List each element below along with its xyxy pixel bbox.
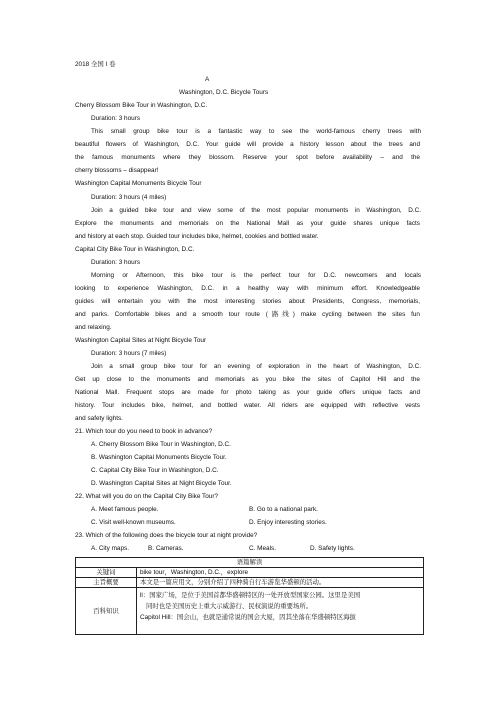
summary-value: 本文是一篇应用文，分别介绍了四种骑自行车游览华盛顿的活动。 (137, 578, 424, 588)
option-21-a: A. Cherry Blossom Bike Tour in Washington, D.C. (91, 441, 231, 448)
tour-text-line: guides will entertain you with the most interesting stories about Presidents, Congress, memorials, (75, 298, 420, 305)
knowledge-line: Capitol Hill：国会山，也就是通常说的国会大厦，因其坐落在华盛顿特区海拔 (140, 614, 356, 621)
tour-text-line: Get up close to the monuments and memorials as you bike the sites of Capitol Hill and the (75, 376, 420, 383)
keywords-label: 关键词 (76, 568, 137, 578)
knowledge-line: ll：国家广场，是位于美国首都华盛顿特区的一处开放型国家公园。这里是美国 (140, 592, 361, 599)
option-23-b: B. Cameras. (148, 545, 184, 552)
tour-text-line: Explore the monuments and memorials on the National Mall as your guide shares unique facts (75, 220, 420, 227)
analysis-table (75, 557, 424, 635)
analysis-title: 语篇解读 (76, 558, 424, 568)
tour-duration: Duration: 3 hours (4 miles) (91, 194, 167, 201)
option-23-a: A. City maps. (91, 545, 129, 552)
tour-text-line: history. Tour includes bike, helmet, and bottled water. All riders are equipped with reflective vests (75, 402, 420, 409)
tour-text-line: Join a guided bike tour and view some of the most popular monuments in Washington, D.C. (91, 207, 421, 214)
option-22-a: A. Meet famous people. (91, 506, 159, 513)
question-22: 22. What will you do on the Capital City Bike Tour? (75, 493, 219, 500)
question-23: 23. Which of the following does the bicycle tour at night provide? (75, 532, 258, 539)
option-22-c: C. Visit well-known museums. (91, 519, 176, 526)
tour-text-line: and safety lights. (75, 415, 123, 422)
tour-duration: Duration: 3 hours (7 miles) (91, 350, 167, 357)
option-23-d: D. Safety lights. (310, 545, 355, 552)
option-21-b: B. Washington Capital Monuments Bicycle Tour. (91, 454, 227, 461)
option-21-c: C. Capital City Bike Tour in Washington, D.C. (91, 467, 219, 474)
tour-text-line: National Mall. Frequent stops are made for photo taking as your guide offers unique facts and (75, 389, 420, 396)
option-21-d: D. Washington Capital Sites at Night Bicycle Tour. (91, 480, 232, 487)
exam-source: 2018 全国 I 卷 (75, 61, 116, 68)
option-22-d: D. Enjoy interesting stories. (249, 519, 327, 526)
tour-text-line: and parks. Comfortable bikes and a smooth tour route (路线) make cycling between the sites fun (75, 311, 420, 318)
tour-text-line: the famous monuments where they blossom. Reserve your spot before availability – and the (75, 154, 420, 161)
tour-text-line: Morning or Afternoon, this bike tour is the perfect tour for D.C. newcomers and locals (91, 272, 421, 279)
tour-text-line: and relaxing. (75, 324, 112, 331)
question-21: 21. Which tour do you need to book in advance? (75, 428, 213, 435)
tour-text-line: This small group bike tour is a fantastic way to see the world-famous cherry trees with (91, 128, 421, 135)
summary-label: 主旨概要 (76, 578, 137, 588)
keywords-value: bike tour，Washington, D.C.，explore (137, 568, 424, 578)
knowledge-line: 同时也是美国历史上重大示威游行、民权演说的重要场所。 (146, 603, 313, 610)
tour-name-capital-monuments: Washington Capital Monuments Bicycle Tour (75, 180, 202, 187)
knowledge-label: 百科知识 (76, 588, 137, 635)
tour-text-line: beautiful flowers of Washington, D.C. Your guide will provide a history lesson about the trees and (75, 141, 420, 148)
tour-text-line: Join a small group bike tour for an evening of exploration in the heart of Washington, D.C. (91, 363, 421, 370)
tour-text-line: looking to experience Washington, D.C. in a healthy way with minimum effort. Knowledgeable (75, 285, 420, 292)
passage-title: Washington, D.C. Bicycle Tours (179, 89, 269, 96)
tour-duration: Duration: 3 hours (91, 115, 141, 122)
tour-name-sites-at-night: Washington Capital Sites at Night Bicycle Tour (75, 337, 207, 344)
option-22-b: B. Go to a national park. (249, 506, 318, 513)
option-23-c: C. Meals. (249, 545, 276, 552)
knowledge-value (137, 588, 424, 635)
tour-duration: Duration: 3 hours (91, 259, 141, 266)
tour-name-capital-city: Capital City Bike Tour in Washington, D.C. (75, 246, 195, 253)
tour-text-line: cherry blossoms – disappear! (75, 167, 159, 174)
tour-name-cherry-blossom: Cherry Blossom Bike Tour in Washington, D.C. (75, 102, 208, 109)
tour-text-line: and history at each stop. Guided tour includes bike, helmet, cookies and bottled water. (75, 233, 319, 240)
section-letter: A (205, 76, 210, 83)
